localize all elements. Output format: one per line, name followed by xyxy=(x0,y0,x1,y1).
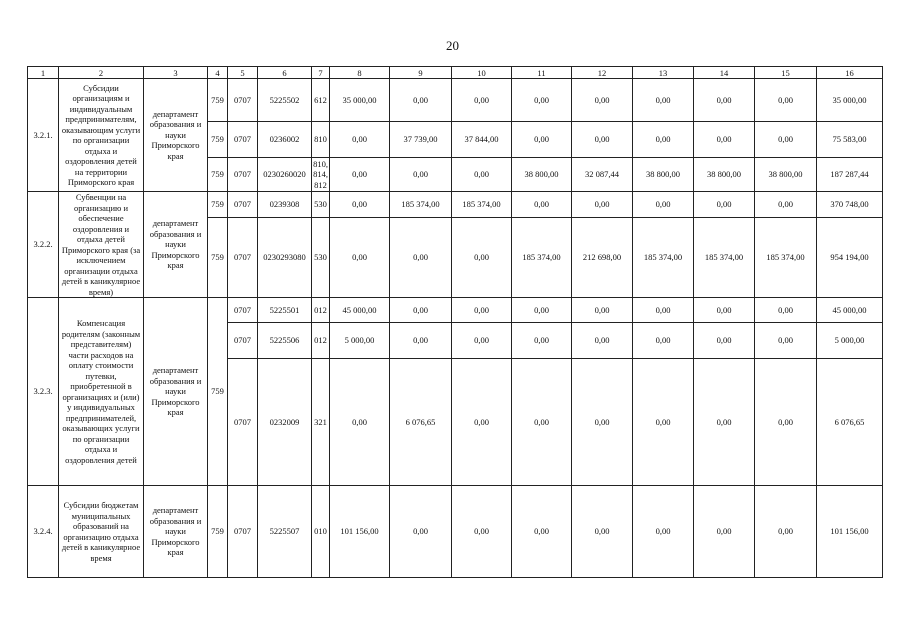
cell-c5: 0707 xyxy=(228,192,258,218)
cell-c4: 759 xyxy=(208,122,228,158)
col-header: 8 xyxy=(330,67,390,79)
cell-c4: 759 xyxy=(208,79,228,122)
col-header: 11 xyxy=(512,67,572,79)
cell-c7: 012 xyxy=(312,323,330,359)
cell-value: 0,00 xyxy=(694,122,755,158)
cell-value: 37 739,00 xyxy=(390,122,452,158)
col-header: 16 xyxy=(817,67,883,79)
department-name: департамент образования и науки Приморского края xyxy=(144,298,208,486)
cell-value: 0,00 xyxy=(512,298,572,323)
cell-c5: 0707 xyxy=(228,79,258,122)
cell-c6: 0232009 xyxy=(258,359,312,486)
cell-c6: 5225506 xyxy=(258,323,312,359)
cell-c7: 530 xyxy=(312,217,330,297)
cell-value: 38 800,00 xyxy=(694,158,755,192)
table-row xyxy=(28,486,883,578)
col-header: 14 xyxy=(694,67,755,79)
cell-c6: 5225507 xyxy=(258,486,312,578)
cell-value: 0,00 xyxy=(452,359,512,486)
cell-value: 0,00 xyxy=(572,359,633,486)
cell-value: 185 374,00 xyxy=(452,192,512,218)
cell-value: 0,00 xyxy=(512,323,572,359)
cell-c4: 759 xyxy=(208,217,228,297)
cell-value: 0,00 xyxy=(633,192,694,218)
cell-value: 37 844,00 xyxy=(452,122,512,158)
cell-value: 0,00 xyxy=(633,323,694,359)
cell-value: 0,00 xyxy=(694,298,755,323)
cell-c6: 5225501 xyxy=(258,298,312,323)
cell-value: 0,00 xyxy=(512,79,572,122)
cell-value: 0,00 xyxy=(755,79,817,122)
col-header: 10 xyxy=(452,67,512,79)
cell-c5: 0707 xyxy=(228,486,258,578)
cell-value: 185 374,00 xyxy=(755,217,817,297)
page-number: 20 xyxy=(446,38,459,53)
section-title: Субвенции на организацию и обеспечение оздоровления и отдыха детей Приморского края (за исключением организации отдыха детей в каникулярное время) xyxy=(59,192,144,298)
cell-value: 954 194,00 xyxy=(817,217,883,297)
cell-value: 6 076,65 xyxy=(390,359,452,486)
table-row xyxy=(28,298,883,323)
cell-value: 0,00 xyxy=(330,158,390,192)
cell-value: 75 583,00 xyxy=(817,122,883,158)
cell-c4: 759 xyxy=(208,298,228,486)
section-code: 3.2.4. xyxy=(28,486,59,578)
budget-table xyxy=(27,66,883,578)
cell-value: 38 800,00 xyxy=(512,158,572,192)
cell-c7: 612 xyxy=(312,79,330,122)
cell-value: 5 000,00 xyxy=(330,323,390,359)
cell-value: 0,00 xyxy=(755,323,817,359)
cell-value: 0,00 xyxy=(390,298,452,323)
col-header: 5 xyxy=(228,67,258,79)
cell-c6: 0236002 xyxy=(258,122,312,158)
cell-c7: 010 xyxy=(312,486,330,578)
cell-value: 0,00 xyxy=(512,359,572,486)
cell-c5: 0707 xyxy=(228,217,258,297)
department-name: департамент образования и науки Приморского края xyxy=(144,486,208,578)
cell-c6: 0239308 xyxy=(258,192,312,218)
cell-value: 0,00 xyxy=(452,79,512,122)
section-code: 3.2.2. xyxy=(28,192,59,298)
cell-c6: 5225502 xyxy=(258,79,312,122)
cell-value: 0,00 xyxy=(694,359,755,486)
cell-c7: 810 xyxy=(312,122,330,158)
col-header: 15 xyxy=(755,67,817,79)
cell-c7: 530 xyxy=(312,192,330,218)
cell-value: 35 000,00 xyxy=(817,79,883,122)
cell-c4: 759 xyxy=(208,192,228,218)
cell-value: 38 800,00 xyxy=(755,158,817,192)
col-header: 7 xyxy=(312,67,330,79)
cell-value: 0,00 xyxy=(633,359,694,486)
cell-value: 0,00 xyxy=(390,486,452,578)
cell-c5: 0707 xyxy=(228,359,258,486)
col-header: 4 xyxy=(208,67,228,79)
table-row xyxy=(28,192,883,218)
cell-value: 0,00 xyxy=(572,192,633,218)
cell-value: 0,00 xyxy=(452,486,512,578)
cell-c6: 0230260020 xyxy=(258,158,312,192)
cell-value: 0,00 xyxy=(633,122,694,158)
cell-value: 0,00 xyxy=(330,217,390,297)
cell-value: 0,00 xyxy=(452,158,512,192)
col-header: 2 xyxy=(59,67,144,79)
section-code: 3.2.1. xyxy=(28,79,59,192)
cell-value: 45 000,00 xyxy=(330,298,390,323)
cell-value: 185 374,00 xyxy=(633,217,694,297)
section-title: Субсидии организациям и индивидуальным предпринимателям, оказывающим услуги по организации отдыха и оздоровления детей на территории Приморского края xyxy=(59,79,144,192)
section-code: 3.2.3. xyxy=(28,298,59,486)
cell-value: 38 800,00 xyxy=(633,158,694,192)
cell-c5: 0707 xyxy=(228,298,258,323)
section-title: Компенсация родителям (законным представителям) части расходов на оплату стоимости путевки, приобретенной в организациях и (или) у индивидуальных предпринимателей, оказывающих услуги по организации отдыха и оздоровления детей xyxy=(59,298,144,486)
section-title: Субсидии бюджетам муниципальных образований на организацию отдыха детей в каникулярное время xyxy=(59,486,144,578)
cell-value: 0,00 xyxy=(452,217,512,297)
cell-value: 0,00 xyxy=(330,359,390,486)
cell-c5: 0707 xyxy=(228,158,258,192)
cell-value: 35 000,00 xyxy=(330,79,390,122)
cell-value: 185 374,00 xyxy=(390,192,452,218)
cell-value: 101 156,00 xyxy=(330,486,390,578)
cell-value: 0,00 xyxy=(694,79,755,122)
cell-value: 0,00 xyxy=(572,79,633,122)
cell-value: 0,00 xyxy=(452,323,512,359)
department-name: департамент образования и науки Приморского края xyxy=(144,79,208,192)
cell-value: 0,00 xyxy=(572,323,633,359)
cell-c7: 810, 814, 812 xyxy=(313,158,328,190)
cell-value: 185 374,00 xyxy=(512,217,572,297)
cell-value: 0,00 xyxy=(755,298,817,323)
cell-c4: 759 xyxy=(208,486,228,578)
cell-value: 0,00 xyxy=(390,217,452,297)
cell-c5: 0707 xyxy=(228,122,258,158)
cell-value: 0,00 xyxy=(572,298,633,323)
cell-value: 0,00 xyxy=(390,158,452,192)
cell-value: 0,00 xyxy=(633,79,694,122)
cell-value: 0,00 xyxy=(452,298,512,323)
cell-c7: 012 xyxy=(312,298,330,323)
cell-c4: 759 xyxy=(208,158,228,192)
cell-value: 185 374,00 xyxy=(694,217,755,297)
cell-value: 0,00 xyxy=(330,122,390,158)
col-header: 6 xyxy=(258,67,312,79)
cell-value: 187 287,44 xyxy=(817,158,883,192)
col-header: 12 xyxy=(572,67,633,79)
cell-c5: 0707 xyxy=(228,323,258,359)
cell-value: 101 156,00 xyxy=(817,486,883,578)
cell-value: 0,00 xyxy=(512,192,572,218)
cell-value: 32 087,44 xyxy=(572,158,633,192)
cell-c7: 321 xyxy=(312,359,330,486)
cell-c6: 0230293080 xyxy=(258,217,312,297)
cell-value: 0,00 xyxy=(572,122,633,158)
cell-value: 0,00 xyxy=(390,79,452,122)
cell-value: 0,00 xyxy=(694,192,755,218)
cell-value: 0,00 xyxy=(755,359,817,486)
cell-value: 0,00 xyxy=(694,486,755,578)
cell-value: 5 000,00 xyxy=(817,323,883,359)
cell-value: 45 000,00 xyxy=(817,298,883,323)
cell-value: 0,00 xyxy=(572,486,633,578)
cell-value: 0,00 xyxy=(755,122,817,158)
cell-value: 0,00 xyxy=(512,122,572,158)
cell-value: 0,00 xyxy=(330,192,390,218)
cell-value: 212 698,00 xyxy=(572,217,633,297)
col-header: 9 xyxy=(390,67,452,79)
cell-value: 6 076,65 xyxy=(817,359,883,486)
cell-value: 0,00 xyxy=(390,323,452,359)
cell-value: 0,00 xyxy=(633,298,694,323)
header-row xyxy=(28,67,883,79)
cell-value: 370 748,00 xyxy=(817,192,883,218)
col-header: 13 xyxy=(633,67,694,79)
cell-value: 0,00 xyxy=(755,192,817,218)
cell-value: 0,00 xyxy=(512,486,572,578)
cell-value: 0,00 xyxy=(633,486,694,578)
table-row xyxy=(28,79,883,122)
department-name: департамент образования и науки Приморского края xyxy=(144,192,208,298)
col-header: 3 xyxy=(144,67,208,79)
col-header: 1 xyxy=(28,67,59,79)
cell-value: 0,00 xyxy=(694,323,755,359)
cell-value: 0,00 xyxy=(755,486,817,578)
